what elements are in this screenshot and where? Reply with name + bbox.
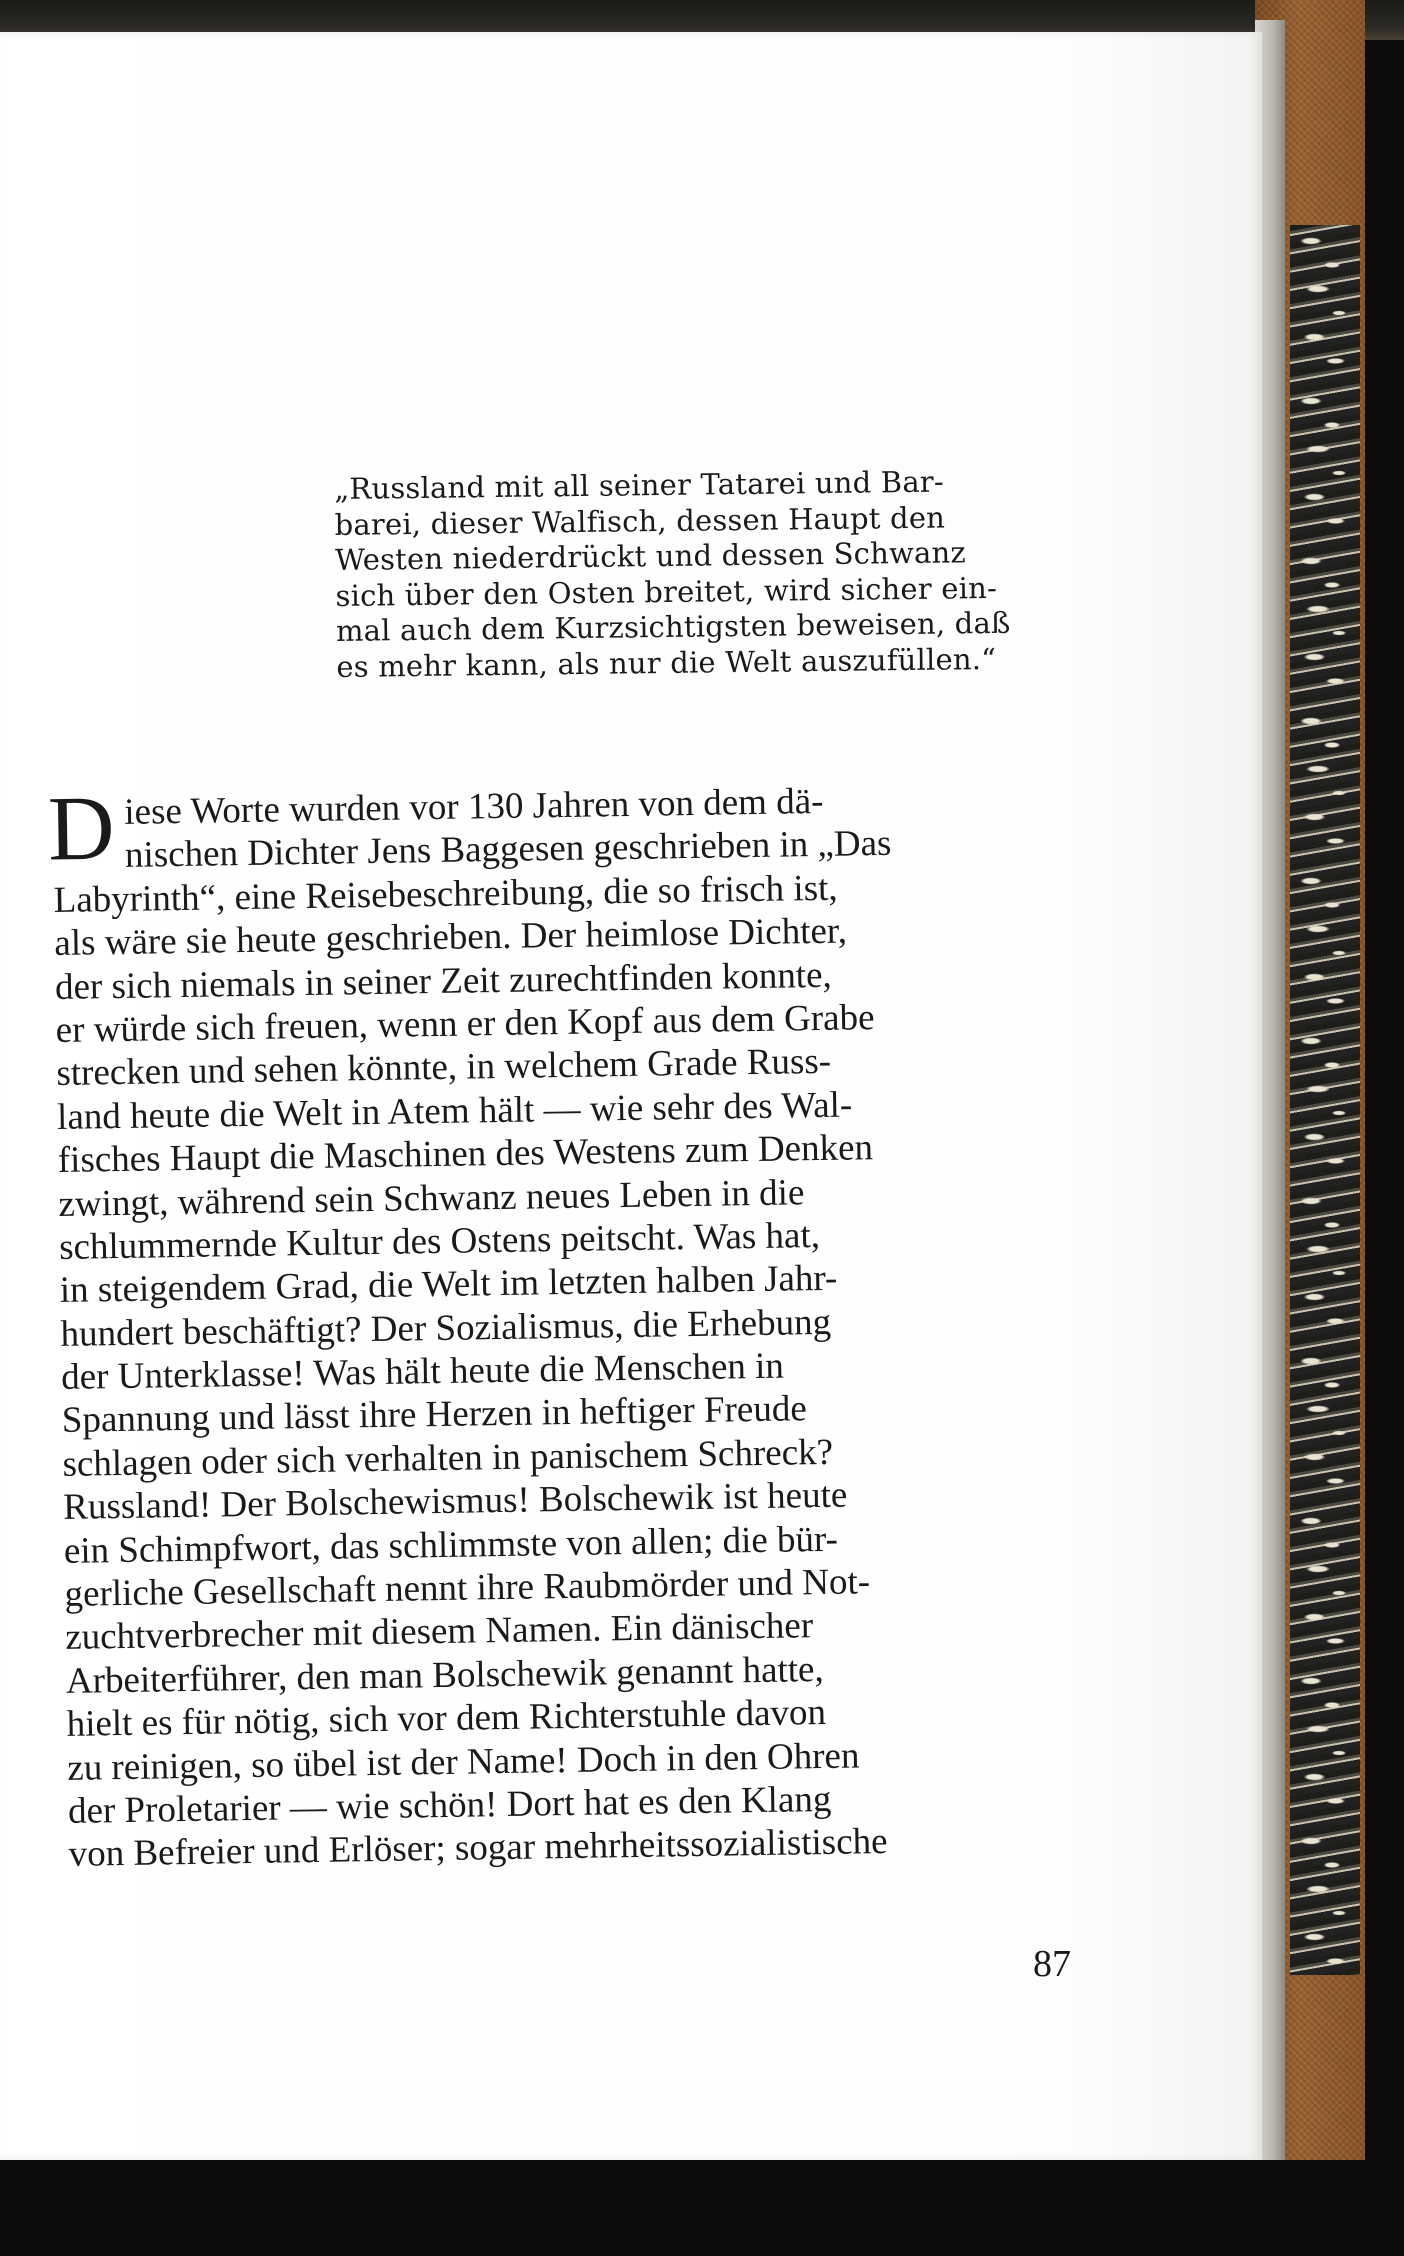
body-line: zu reinigen, so übel ist der Name! Doch in den Ohren: [67, 1735, 860, 1789]
body-line: Spannung und lässt ihre Herzen in heftiger Freude: [61, 1388, 808, 1442]
body-line: schlummernde Kultur des Ostens peitscht. Was hat,: [58, 1214, 821, 1268]
epigraph-line: Westen niederdrückt und dessen Schwanz: [334, 535, 967, 577]
body-line: ein Schimpfwort, das schlimmste von allen; die bür-: [63, 1518, 839, 1572]
body-line: er würde sich freuen, wenn er den Kopf aus dem Grabe: [55, 997, 875, 1051]
body-line: Arbeiterführer, den man Bolschewik genannt hatte,: [65, 1648, 824, 1702]
epigraph-line: mal auch dem Kurzsichtigsten beweisen, daß: [335, 605, 1011, 648]
drop-cap-initial: D: [47, 776, 116, 880]
body-line: zuchtverbrecher mit diesem Namen. Ein dänischer: [64, 1605, 814, 1659]
epigraph-line: sich über den Osten breitet, wird sicher ein-: [335, 570, 998, 613]
body-line: hielt es für nötig, sich vor dem Richterstuhle davon: [66, 1692, 827, 1746]
body-line: Russland! Der Bolschewismus! Bolschewik ist heute: [62, 1474, 848, 1529]
body-line: strecken und sehen könnte, in welchem Grade Russ-: [56, 1041, 832, 1095]
body-paragraph: [52, 776, 1109, 1877]
body-line: Labyrinth“, eine Reisebeschreibung, die so frisch ist,: [53, 867, 838, 921]
marbled-endpaper: [1290, 225, 1360, 1975]
body-line: zwingt, während sein Schwanz neues Leben in die: [58, 1171, 805, 1225]
body-line: als wäre sie heute geschrieben. Der heimlose Dichter,: [54, 910, 848, 965]
body-line: land heute die Welt in Atem hält — wie sehr des Wal-: [56, 1084, 853, 1138]
page-number: 87: [1033, 1943, 1071, 1985]
body-line: der sich niemals in seiner Zeit zurechtfinden konnte,: [54, 954, 833, 1008]
body-line: nischen Dichter Jens Baggesen geschrieben in „Das: [124, 823, 892, 877]
body-line: hundert beschäftigt? Der Sozialismus, die Erhebung: [60, 1301, 832, 1355]
epigraph-line: barei, dieser Walfisch, dessen Haupt den: [334, 500, 946, 542]
epigraph-line: es mehr kann, als nur die Welt auszufüllen.“: [336, 641, 997, 684]
body-line: gerliche Gesellschaft nennt ihre Raubmörder und Not-: [64, 1561, 871, 1615]
body-line: iese Worte wurden vor 130 Jahren von dem dä-: [124, 780, 824, 833]
body-line: fisches Haupt die Maschinen des Westens zum Denken: [57, 1127, 874, 1182]
scan-bottom-edge: [0, 2160, 1404, 2256]
body-line: schlagen oder sich verhalten in panischem Schreck?: [62, 1431, 834, 1485]
epigraph-quote: [334, 463, 1081, 685]
body-line: von Befreier und Erlöser; sogar mehrheitssozialistische: [68, 1821, 888, 1876]
body-line: der Unterklasse! Was hält heute die Menschen in: [60, 1345, 785, 1399]
epigraph-line: „Russland mit all seiner Tatarei und Bar-: [334, 464, 945, 506]
body-line: in steigendem Grad, die Welt im letzten halben Jahr-: [59, 1258, 838, 1312]
body-line: der Proletarier — wie schön! Dort hat es den Klang: [67, 1778, 832, 1832]
